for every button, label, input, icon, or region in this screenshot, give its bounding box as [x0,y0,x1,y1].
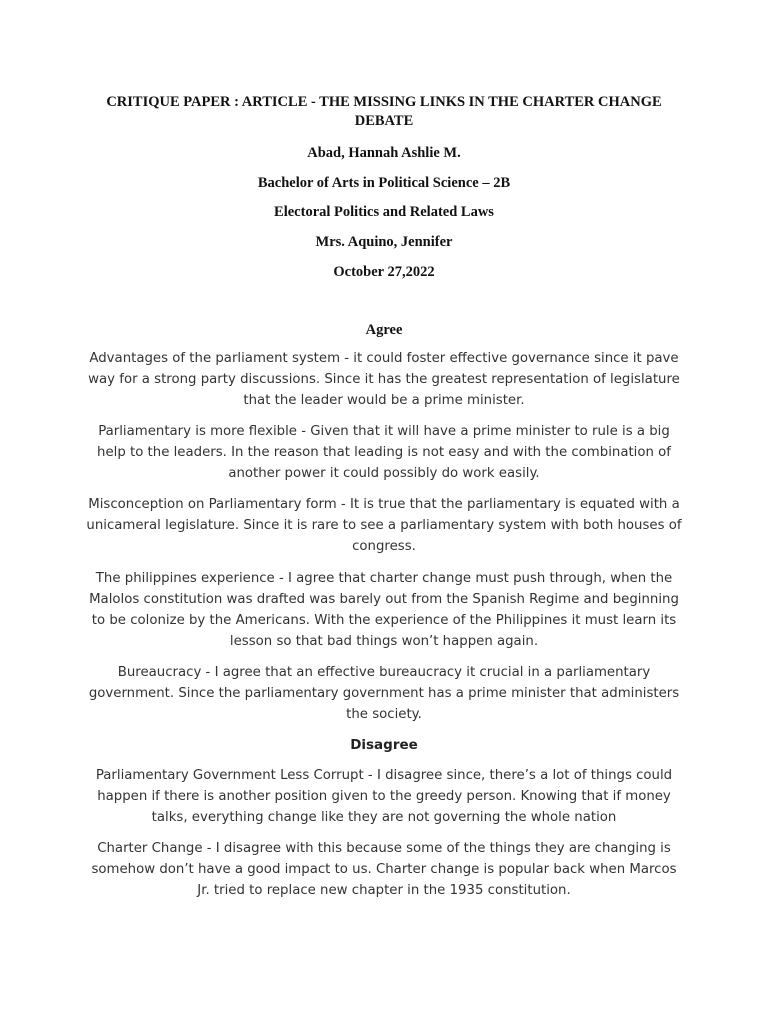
course-name: Electoral Politics and Related Laws [274,204,494,220]
agree-paragraph-5: Bureaucracy - I agree that an effective bureaucracy it crucial in a parliamentary government. Since the parliamentary government has a prime minister that administers the society. [88,665,680,722]
agree-paragraph-1: Advantages of the parliament system - it could foster effective governance since it pave way for a strong party discussions. Since it has the greatest representation of legislature that the leader would be a prime minister. [88,351,680,408]
disagree-paragraph-1: Parliamentary Government Less Corrupt - I disagree since, there’s a lot of things could happen if there is another position given to the greedy person. Knowing that if money talks, everything change like they are not governing the whole nation [95,768,673,825]
agree-paragraph-4: The philippines experience - I agree that charter change must push through, when the Malolos constitution was drafted was barely out from the Spanish Regime and beginning to be colonize by the Americans. With the experience of the Philippines it must learn its lesson so that bad things won’t happen again. [89,571,679,649]
document-date: October 27,2022 [333,264,435,280]
instructor-name: Mrs. Aquino, Jennifer [315,234,453,250]
agree-paragraph-3: Misconception on Parliamentary form - It is true that the parliamentary is equated with a unicameral legislature. Since it is rare to see a parliamentary system with both houses of congress. [86,497,682,554]
agree-paragraph-2: Parliamentary is more flexible - Given that it will have a prime minister to rule is a big help to the leaders. In the reason that leading is not easy and with the combination of another power it could possibly do work easily. [97,424,671,481]
author-name: Abad, Hannah Ashlie M. [307,145,461,161]
agree-heading: Agree [365,322,403,338]
disagree-heading: Disagree [350,737,418,753]
disagree-paragraph-2: Charter Change - I disagree with this because some of the things they are changing is somehow don’t have a good impact to us. Charter change is popular back when Marcos Jr. tried to replace new chapter in the 1935 constitution. [91,841,677,898]
document-title: CRITIQUE PAPER : ARTICLE - THE MISSING LINKS IN THE CHARTER CHANGE DEBATE [106,94,662,129]
degree-program: Bachelor of Arts in Political Science – 2B [257,175,511,191]
